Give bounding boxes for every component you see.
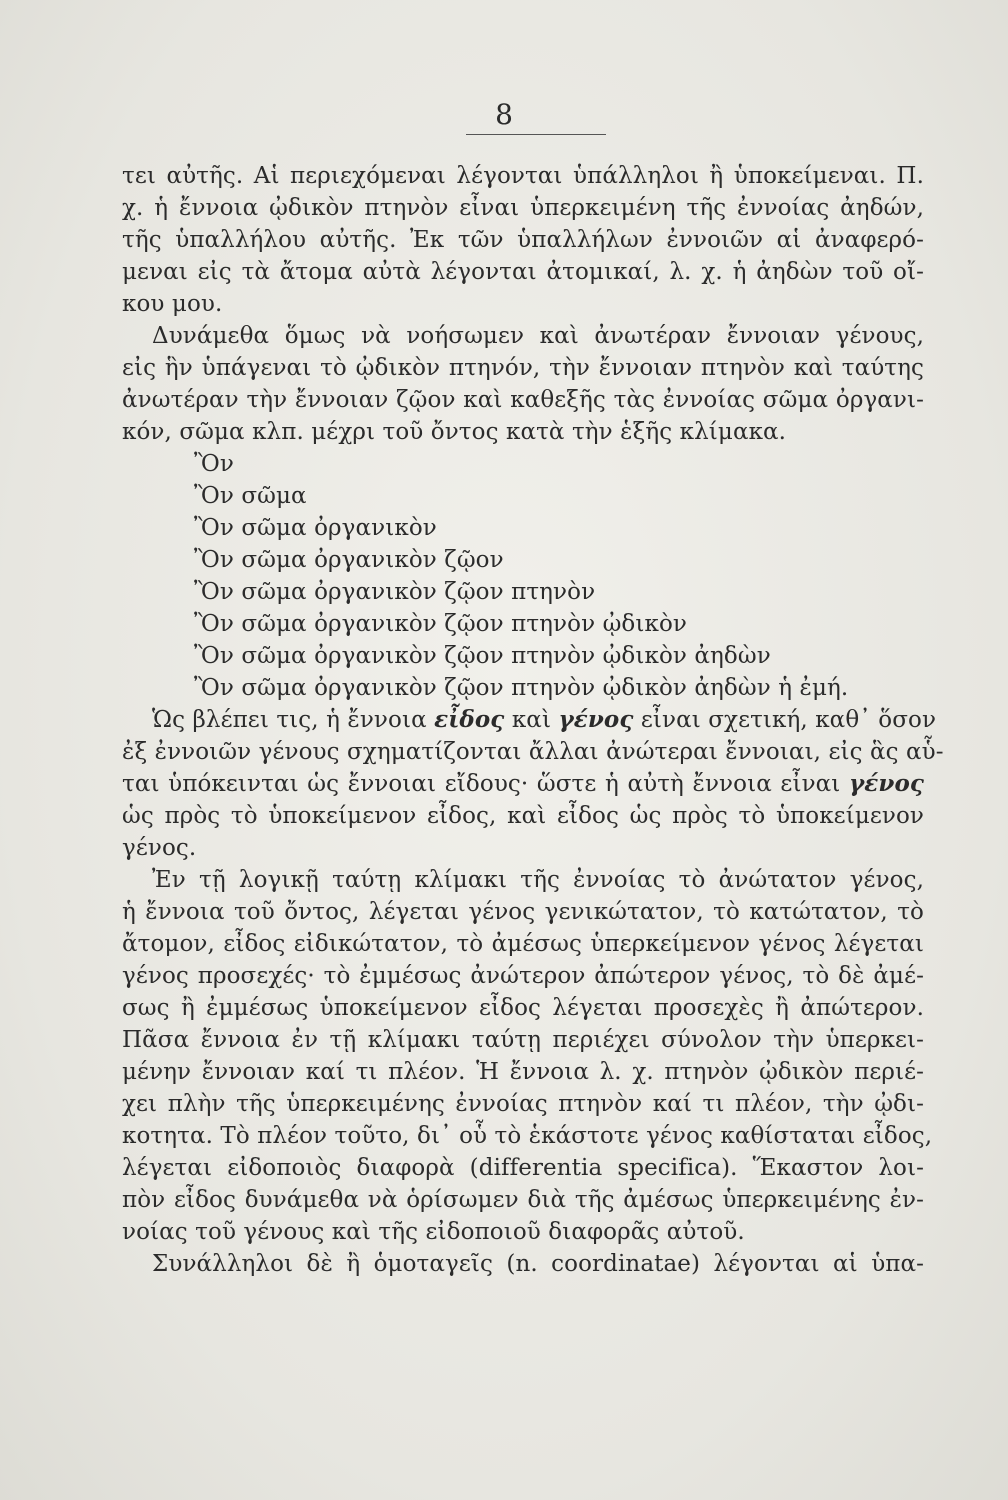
ladder-step: Ὂν σῶμα ὀργανικὸν ζῷον πτηνὸν ᾠδικὸν ἀηδὼν ἡ ἐμή.: [194, 675, 849, 701]
text-line: [122, 704, 937, 736]
ladder-step: Ὂν: [194, 451, 234, 477]
text-line: εἰς ἣν ὑπάγεναι τὸ ᾠδικὸν πτηνόν, τὴν ἔννοιαν πτηνὸν καὶ ταύτης: [122, 355, 924, 381]
text-line: Δυνάμεθα ὅμως νὰ νοήσωμεν καὶ ἀνωτέραν ἔννοιαν γένους,: [152, 323, 924, 349]
paragraph-5: [122, 1248, 924, 1280]
ladder-step: Ὂν σῶμα ὀργανικὸν ζῷον: [194, 547, 504, 573]
ladder-step: Ὂν σῶμα: [194, 483, 307, 509]
text-line: μεναι εἰς τὰ ἄτομα αὐτὰ λέγονται ἀτομικαί, λ. χ. ἡ ἀηδὼν τοῦ οἴ-: [122, 259, 924, 285]
ladder-step: Ὂν σῶμα ὀργανικὸν ζῷον πτηνὸν ᾠδικὸν: [194, 611, 687, 637]
text-line: σως ἢ ἐμμέσως ὑποκείμενον εἶδος λέγεται προσεχὲς ἢ ἀπώτερον.: [122, 995, 924, 1021]
page-number: 8: [495, 98, 513, 131]
text-line: Πᾶσα ἔννοια ἐν τῇ κλίμακι ταύτῃ περιέχει σύνολον τὴν ὑπερκει-: [122, 1027, 924, 1053]
paragraph-2: [122, 320, 924, 448]
paragraph-4: [122, 864, 933, 1248]
text-line: ἄτομον, εἶδος εἰδικώτατον, τὸ ἀμέσως ὑπερκείμενον γένος λέγεται: [122, 931, 924, 957]
text-run: εἶναι σχετική, καθ᾽ ὅσον: [633, 707, 937, 733]
ladder-step: Ὂν σῶμα ὀργανικὸν ζῷον πτηνὸν ᾠδικὸν ἀηδὼν: [194, 643, 771, 669]
term-genos: γένος: [558, 706, 634, 733]
text-line: χ. ἡ ἔννοια ᾠδικὸν πτηνὸν εἶναι ὑπερκειμένη τῆς ἐννοίας ἀηδών,: [122, 195, 924, 221]
term-genos: γένος: [849, 770, 924, 797]
text-line: Συνάλληλοι δὲ ἢ ὁμοταγεῖς (n. coordinatae) λέγονται αἱ ὑπα-: [152, 1251, 924, 1277]
paragraph-3: [122, 704, 944, 864]
text-line: ὡς πρὸς τὸ ὑποκείμενον εἶδος, καὶ εἶδος ὡς πρὸς τὸ ὑποκείμενον: [122, 803, 924, 829]
text-line: τει αὐτῆς. Αἱ περιεχόμεναι λέγονται ὑπάλληλοι ἢ ὑποκείμεναι. Π.: [122, 163, 924, 189]
text-line: ἐξ ἐννοιῶν γένους σχηματίζονται ἄλλαι ἀνώτεραι ἔννοιαι, εἰς ἃς αὗ-: [122, 739, 944, 765]
text-line: [122, 768, 924, 800]
text-line: λέγεται εἰδοποιὸς διαφορὰ (differentia specifica). Ἕκαστον λοι-: [122, 1155, 924, 1181]
text-line: κοτητα. Τὸ πλέον τοῦτο, δι᾽ οὗ τὸ ἑκάστοτε γένος καθίσταται εἶδος,: [122, 1123, 933, 1149]
text-run: καὶ: [504, 707, 559, 733]
ladder-step: Ὂν σῶμα ὀργανικὸν: [194, 515, 437, 541]
body-text: [122, 160, 944, 1280]
text-run: ται ὑπόκεινται ὡς ἔννοιαι εἴδους· ὥστε ἡ αὐτὴ ἔννοια εἶναι: [122, 771, 850, 797]
text-line: τῆς ὑπαλλήλου αὐτῆς. Ἐκ τῶν ὑπαλλήλων ἐννοιῶν αἱ ἀναφερό-: [122, 227, 924, 253]
text-line: πὸν εἶδος δυνάμεθα νὰ ὁρίσωμεν διὰ τῆς ἀμέσως ὑπερκειμένης ἐν-: [122, 1187, 924, 1213]
header-rule: [466, 134, 606, 135]
text-line: γένος.: [122, 835, 197, 861]
term-eidos: εἶδος: [434, 706, 505, 733]
text-line: κόν, σῶμα κλπ. μέχρι τοῦ ὄντος κατὰ τὴν ἑξῆς κλίμακα.: [122, 419, 787, 445]
text-line: γένος προσεχές· τὸ ἐμμέσως ἀνώτερον ἀπώτερον γένος, τὸ δὲ ἀμέ-: [122, 963, 924, 989]
text-line: Ἐν τῇ λογικῇ ταύτῃ κλίμακι τῆς ἐννοίας τὸ ἀνώτατον γένος,: [152, 867, 924, 893]
ladder-step: Ὂν σῶμα ὀργανικὸν ζῷον πτηνὸν: [194, 579, 596, 605]
text-line: ἡ ἔννοια τοῦ ὄντος, λέγεται γένος γενικώτατον, τὸ κατώτατον, τὸ: [122, 899, 924, 925]
text-line: μένην ἔννοιαν καί τι πλέον. Ἡ ἔννοια λ. χ. πτηνὸν ᾠδικὸν περιέ-: [122, 1059, 924, 1085]
text-line: κου μου.: [122, 291, 223, 317]
text-run: Ὡς βλέπει τις, ἡ ἔννοια: [152, 707, 435, 733]
paragraph-1: [122, 160, 924, 320]
text-line: χει πλὴν τῆς ὑπερκειμένης ἐννοίας πτηνὸν καί τι πλέον, τὴν ᾠδι-: [122, 1091, 924, 1117]
concept-ladder: [122, 448, 924, 704]
text-line: νοίας τοῦ γένους καὶ τῆς εἰδοποιοῦ διαφορᾶς αὐτοῦ.: [122, 1219, 745, 1245]
text-line: ἀνωτέραν τὴν ἔννοιαν ζῷον καὶ καθεξῆς τὰς ἐννοίας σῶμα ὀργανι-: [122, 387, 924, 413]
